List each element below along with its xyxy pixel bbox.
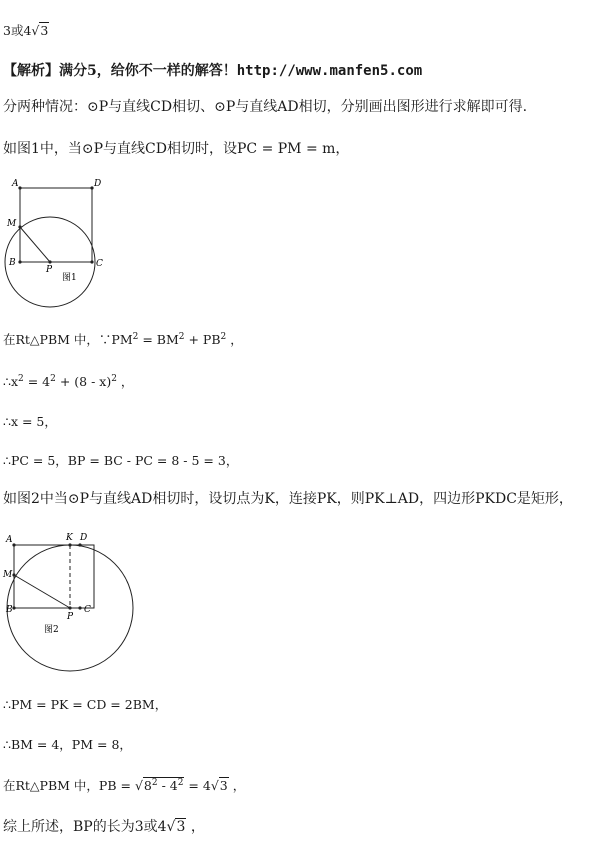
analysis-header bbox=[3, 62, 422, 80]
case1-step3: ∴x = 5， bbox=[3, 414, 57, 429]
fig1-label-b: B bbox=[9, 258, 16, 268]
case1-step2: $\therefore x^2 = 4^2 + (8 - x)^2$ ， bbox=[3, 374, 134, 389]
case2-step2: ∴BM = 4，PM = 8， bbox=[3, 737, 132, 752]
case2-step3: 在Rt△PBM 中，PB = $√8^2 - 4^2 = 4√3$ ， bbox=[3, 778, 246, 793]
fig2-label-c: C bbox=[84, 605, 91, 615]
answer-line bbox=[3, 22, 49, 40]
fig2-label-d: D bbox=[80, 533, 88, 543]
figure-1 bbox=[0, 175, 120, 310]
fig1-label-c: C bbox=[96, 259, 103, 269]
answer-radicand: 3 bbox=[40, 23, 49, 38]
fig2-caption: 图2 bbox=[44, 625, 59, 635]
case1-step4: ∴PC = 5，BP = BC - PC = 8 - 5 = 3， bbox=[3, 453, 239, 468]
fig1-label-p: P bbox=[46, 265, 53, 275]
sqrt-symbol: √3 bbox=[166, 819, 186, 835]
fig2-label-p: P bbox=[67, 612, 74, 622]
analysis-title: 满分5，给你不一样的解答！ bbox=[59, 63, 237, 79]
case2-step1: ∴PM = PK = CD = 2BM， bbox=[3, 697, 168, 712]
fig2-label-b: B bbox=[6, 605, 13, 615]
fig2-label-k: K bbox=[66, 533, 73, 543]
fig1-label-m: M bbox=[7, 219, 17, 229]
conclusion-line: 综上所述，BP的长为3或4√3 ， bbox=[3, 819, 205, 835]
case2-text: 如图2中当⊙P与直线AD相切时，设切点为K，连接PK，则PK⊥AD，四边形PKDC是矩形， bbox=[3, 491, 573, 507]
intro-text: 分两种情况：⊙P与直线CD相切、⊙P与直线AD相切，分别画出图形进行求解即可得. bbox=[3, 99, 528, 115]
fig2-label-a: A bbox=[6, 535, 13, 545]
sqrt-symbol: √3 bbox=[210, 778, 228, 793]
sqrt-symbol: $√8^2 - 4^2$ bbox=[134, 778, 184, 793]
fig1-caption: 图1 bbox=[62, 273, 77, 283]
case1-step1: 在Rt△PBM 中，$\because PM^2 = BM^2 + PB^2$ ， bbox=[3, 332, 243, 347]
analysis-tag: 【解析】 bbox=[3, 63, 59, 79]
analysis-url[interactable]: http://www.manfen5.com bbox=[236, 63, 423, 79]
figure-2 bbox=[0, 528, 140, 678]
fig1-label-a: A bbox=[12, 179, 19, 189]
case1-text: 如图1中，当⊙P与直线CD相切时，设PC = PM = m， bbox=[3, 141, 350, 157]
answer-prefix: 3或4 bbox=[3, 23, 32, 38]
fig1-label-d: D bbox=[94, 179, 102, 189]
sqrt-symbol: √3 bbox=[31, 23, 49, 38]
fig2-label-m: M bbox=[3, 570, 13, 580]
